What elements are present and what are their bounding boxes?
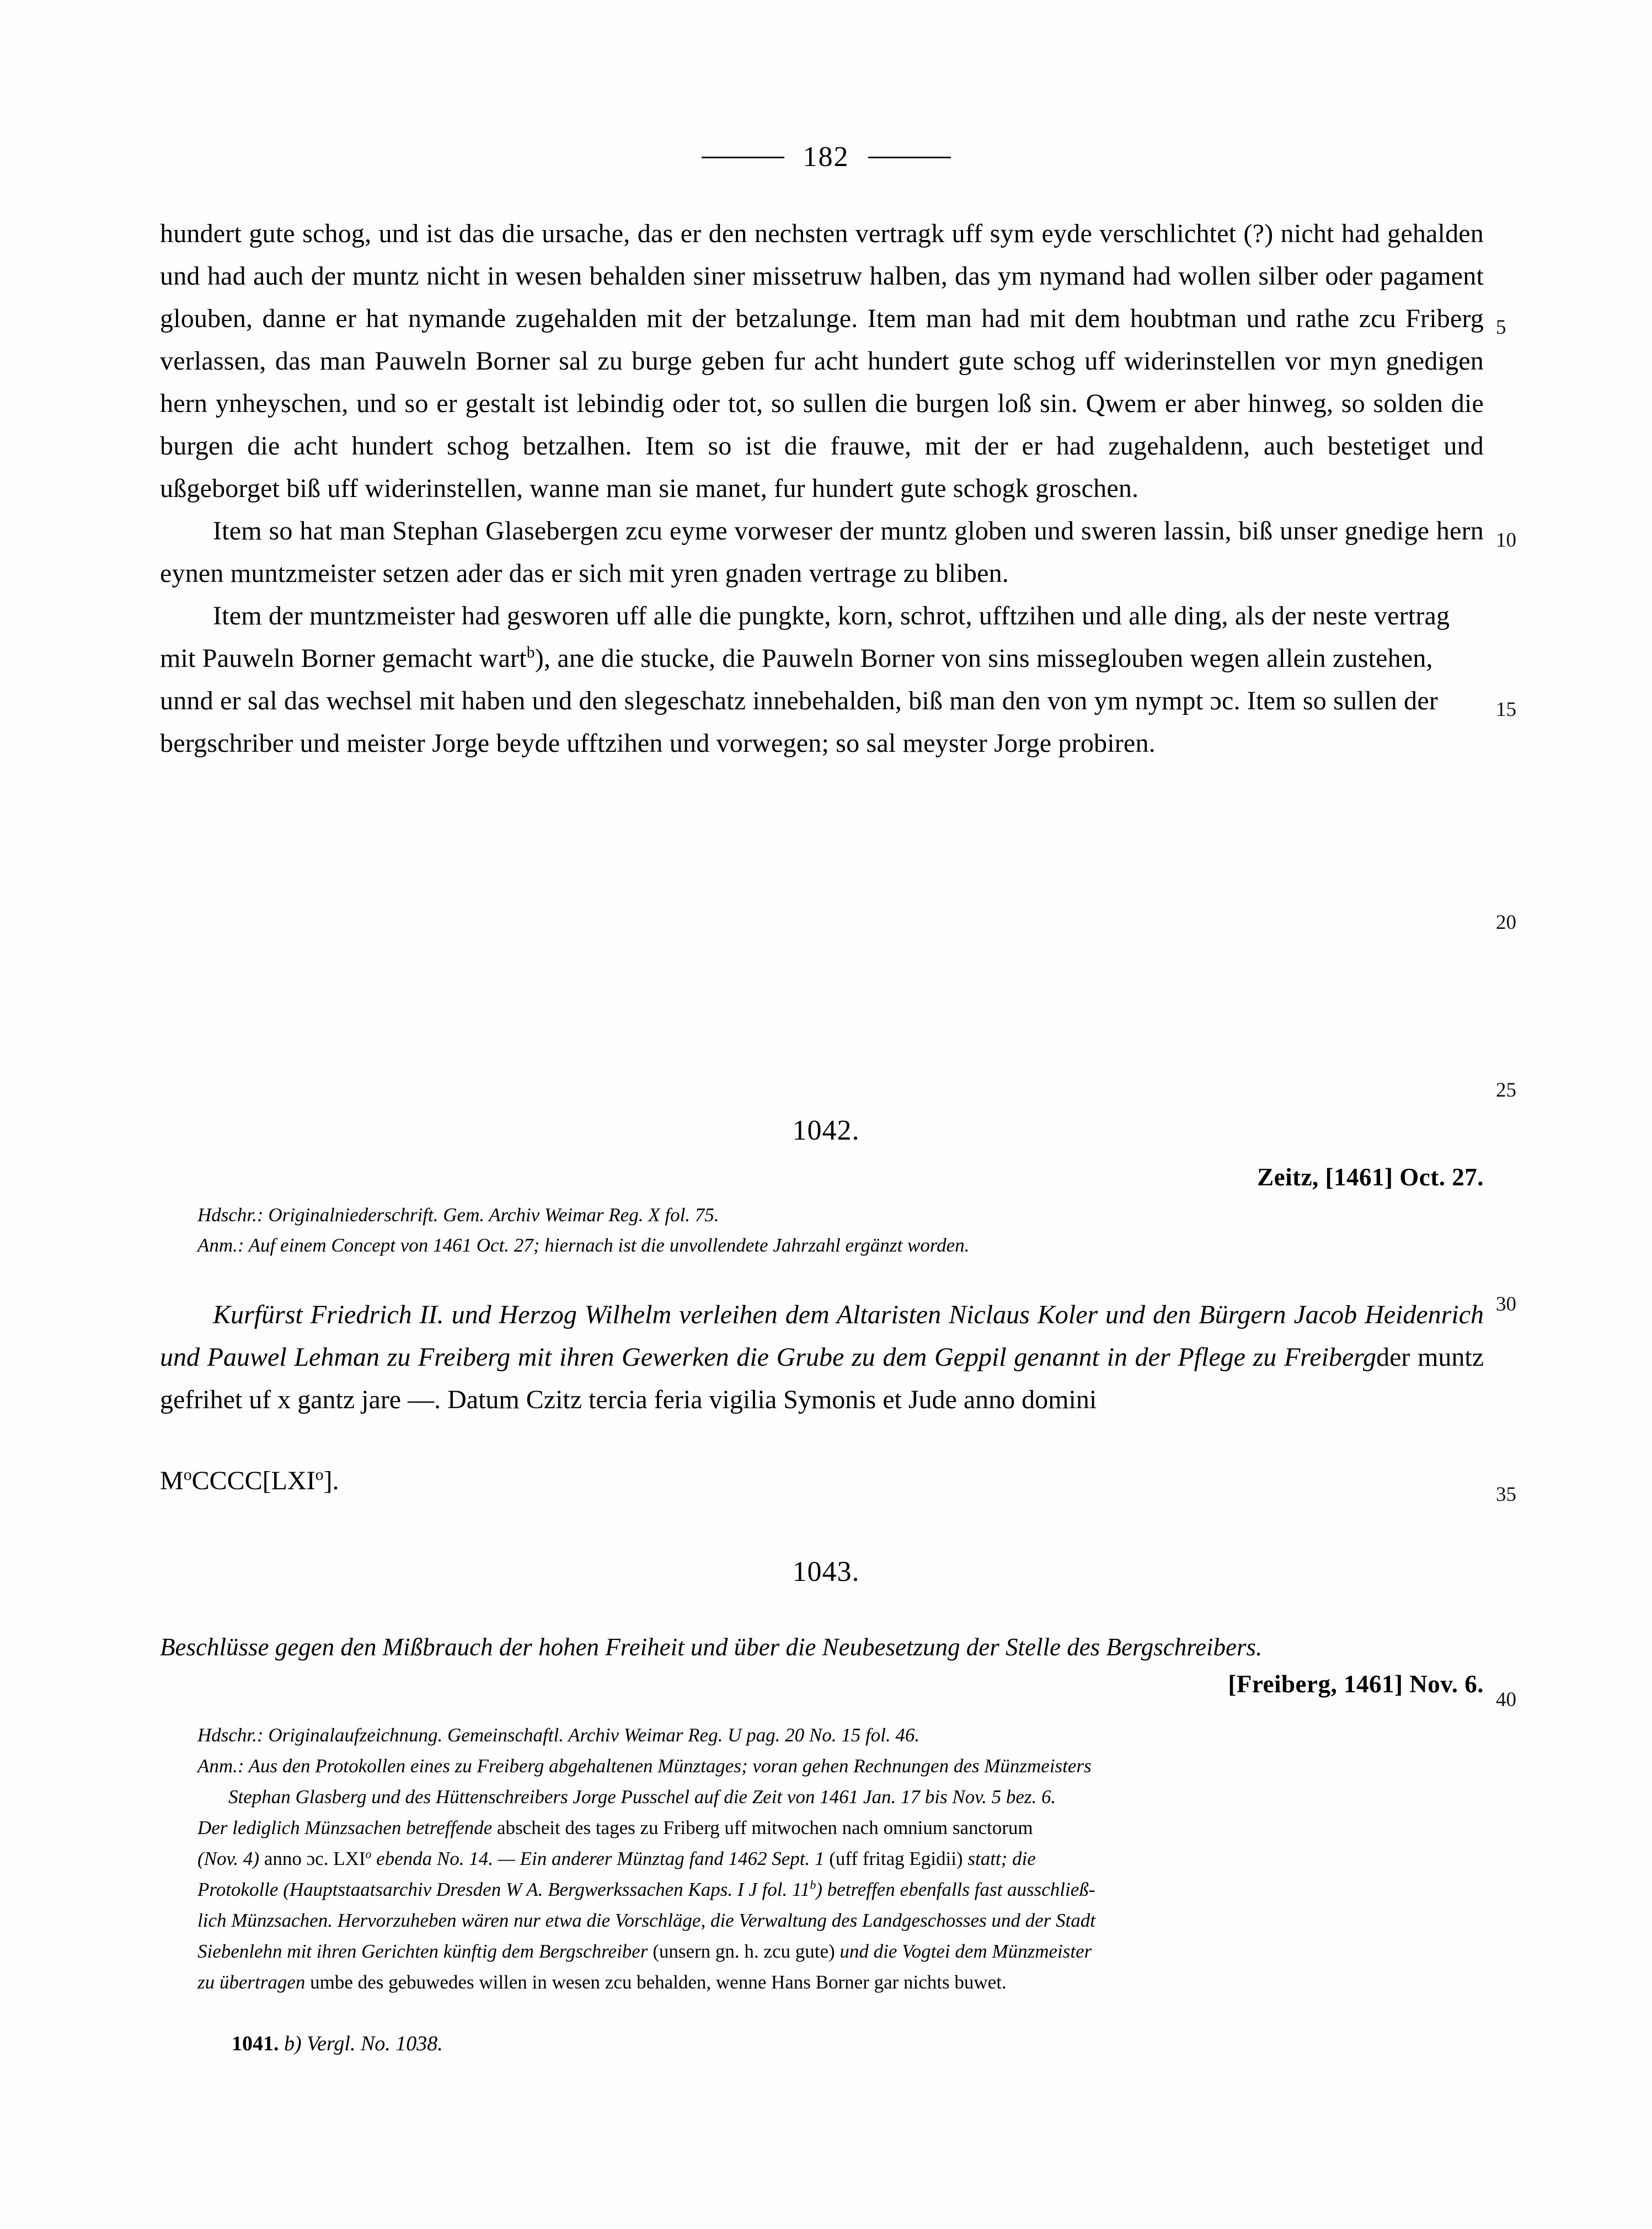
main-text-block bbox=[160, 212, 1484, 765]
body-paragraph-3-part1: Item der muntzmeister had gesworen uff alle die pungkte, korn, schrot, ufftzihen und alle ding, als der neste vertrag mit Pauweln Borner gemacht wart bbox=[160, 601, 1450, 673]
anm-1043-line-4a: (Nov. 4) bbox=[197, 1848, 260, 1869]
apparatus-1043 bbox=[197, 1720, 1493, 1751]
running-head bbox=[0, 141, 1652, 173]
anm-1043-line-4 bbox=[197, 1843, 1493, 1874]
line-number-15: 15 bbox=[1496, 698, 1516, 721]
degree-sign-1: o bbox=[183, 1466, 192, 1484]
degree-sign-2: o bbox=[315, 1466, 324, 1484]
document-number-1042: 1042. bbox=[792, 1115, 860, 1146]
dateline-1042: Zeitz, [1461] Oct. 27. bbox=[1257, 1163, 1484, 1191]
body-paragraph-2: Item so hat man Stephan Glasebergen zcu eyme vorweser der muntz globen und sweren lassin, biß unser gnedige hern eynen muntzmeister setzen ader das er sich mit yren gnaden vertrage zu bliben. bbox=[160, 516, 1484, 588]
anm-1043-line-3b: abscheit des tages zu Friberg uff mitwochen nach omnium sanctorum bbox=[497, 1817, 1033, 1838]
anm-1043-line-7a: Siebenlehn mit ihren Gerichten künftig dem Bergschreiber bbox=[197, 1941, 648, 1962]
hdschr-1043: Hdschr.: Originalaufzeichnung. Gemeinschaftl. Archiv Weimar Reg. U pag. 20 No. 15 fol. 46. bbox=[197, 1724, 920, 1746]
line-number-20: 20 bbox=[1496, 911, 1516, 934]
anm-1043-line-5b: ) betreffen ebenfalls fast ausschließ- bbox=[816, 1879, 1095, 1900]
footnote-ref-number: 1041. bbox=[232, 2032, 279, 2055]
anm-1043-line-4c: ebenda No. 14. — Ein anderer Münztag fand 1462 Sept. 1 bbox=[376, 1848, 825, 1869]
anm-1042: Anm.: Auf einem Concept von 1461 Oct. 27; hiernach ist die unvollendete Jahrzahl ergänzt worden. bbox=[197, 1234, 970, 1256]
roman-numeral-close: ]. bbox=[323, 1466, 339, 1495]
anm-1043-line-3 bbox=[197, 1813, 1493, 1843]
line-number-10: 10 bbox=[1496, 529, 1516, 552]
regest-1042-italic: Kurfürst Friedrich II. und Herzog Wilhelm verleihen dem Altaristen Niclaus Koler und den Bürgern Jacob Heidenrich und Pauwel Lehman zu Freiberg mit ihren Gewerken die Grube zu dem Geppil genannt in der Pflege zu Freiberg bbox=[160, 1300, 1484, 1372]
anm-1043-line-1: Anm.: Aus den Protokollen eines zu Freiberg abgehaltenen Münztages; voran gehen Rechnungen des Münzmeisters bbox=[197, 1755, 1092, 1777]
anm-1043-line-4d: (uff fritag Egidii) bbox=[829, 1848, 963, 1869]
anm-1043-line-7c: und die Vogtei dem Münzmeister bbox=[840, 1941, 1092, 1962]
date-roman-numeral-1042 bbox=[160, 1460, 339, 1502]
line-number-35: 35 bbox=[1496, 1483, 1516, 1506]
line-number-40: 40 bbox=[1496, 1688, 1516, 1711]
regest-1042 bbox=[160, 1293, 1484, 1421]
anm-1043-line-5 bbox=[197, 1874, 1493, 1905]
anm-1043-line-2: Stephan Glasberg und des Hüttenschreibers Jorge Pusschel auf die Zeit von 1461 Jan. 17 bis Nov. 5 bez. 6. bbox=[228, 1786, 1056, 1808]
anm-1043-line-4-smallcaps: LXI bbox=[333, 1848, 366, 1869]
document-number-1043: 1043. bbox=[792, 1556, 860, 1587]
anm-1043-line-4e: statt; die bbox=[967, 1848, 1036, 1869]
regest-1042-roman: der muntz gefrihet uf x gantz jare —. Datum Czitz tercia feria vigilia Symonis et Jude anno domini bbox=[160, 1343, 1484, 1414]
anm-1043-line-3a: Der lediglich Münzsachen betreffende bbox=[197, 1817, 493, 1838]
footnote-marker: b) bbox=[284, 2032, 302, 2055]
footnote-marker-b: b bbox=[526, 643, 535, 661]
line-number-5: 5 bbox=[1496, 316, 1506, 339]
body-paragraph-1: hundert gute schog, und ist das die ursache, das er den nechsten vertragk uff sym eyde verschlichtet (?) nicht had gehalden und had auch der muntz nicht in wesen behalden siner missetruw halben, das ym nymand had wollen silber oder pagament glouben, danne er hat nymande zugehalden mit der betzalunge. Item man had mit dem houbtman und rathe zcu Friberg verlassen, das man Pauweln Borner sal zu burge geben fur acht hundert gute schog uff widerinstellen vor myn gnedigen hern ynheyschen, und so er gestalt ist lebindig oder tot, so sullen die burgen loß sin. Qwem er aber hinweg, so solden die burgen die acht hundert schog betzalhen. Item so ist die frauwe, mit der er had zugehaldenn, auch bestetiget und ußgeborget biß uff widerinstellen, wanne man sie manet, fur hundert gute schogk groschen. bbox=[160, 219, 1484, 503]
head-rule-left bbox=[702, 157, 784, 158]
body-paragraph-3-part2: ), ane die stucke, die Pauweln Borner von sins misseglouben wegen allein zustehen, unnd er sal das wechsel mit haben und den slegeschatz innebehalden, biß man den von ym nympt ɔc. Item so sullen der bergschriber und meister Jorge beyde ufftzihen und vorwegen; so sal meyster Jorge probiren. bbox=[160, 644, 1439, 758]
anm-1043-line-7b: (unsern gn. h. zcu gute) bbox=[653, 1941, 835, 1962]
folio-number: 182 bbox=[803, 141, 849, 173]
anm-1043-line-6: lich Münzsachen. Hervorzuheben wären nur etwa die Vorschläge, die Verwaltung des Landgeschosses und der Stadt bbox=[197, 1910, 1095, 1931]
anm-1043-line-4b: anno ɔc. bbox=[264, 1848, 329, 1869]
line-number-25: 25 bbox=[1496, 1079, 1516, 1102]
footnote-bottom-1041 bbox=[232, 2032, 443, 2056]
anm-1043-line-5-sup: b bbox=[810, 1878, 816, 1892]
dateline-1043: [Freiberg, 1461] Nov. 6. bbox=[1228, 1670, 1484, 1698]
anm-1043-line-8a: zu übertragen bbox=[197, 1971, 306, 1993]
anm-1043 bbox=[197, 1751, 1493, 1998]
title-regest-1043: Beschlüsse gegen den Mißbrauch der hohen Freiheit und über die Neubesetzung der Stelle des Bergschreibers. bbox=[160, 1633, 1263, 1661]
anm-1043-line-8 bbox=[197, 1967, 1493, 1998]
anm-1043-line-7 bbox=[197, 1936, 1493, 1967]
roman-numeral-body: CCCC[LXI bbox=[191, 1466, 316, 1495]
hdschr-1042: Hdschr.: Originalniederschrift. Gem. Archiv Weimar Reg. X fol. 75. bbox=[197, 1204, 719, 1226]
line-number-30: 30 bbox=[1496, 1293, 1516, 1316]
footnote-text: Vergl. No. 1038. bbox=[307, 2032, 443, 2055]
roman-numeral-m: M bbox=[160, 1466, 184, 1495]
anm-1043-line-5a: Protokolle (Hauptstaatsarchiv Dresden W A. Bergwerkssachen Kaps. I J fol. 11 bbox=[197, 1879, 810, 1900]
anm-1043-line-8b: umbe des gebuwedes willen in wesen zcu behalden, wenne Hans Borner gar nichts buwet. bbox=[310, 1971, 1007, 1993]
head-rule-right bbox=[868, 157, 951, 158]
body-paragraph-3 bbox=[160, 595, 1484, 765]
apparatus-1042 bbox=[197, 1200, 1493, 1260]
degree-sign-3: o bbox=[365, 1847, 372, 1861]
